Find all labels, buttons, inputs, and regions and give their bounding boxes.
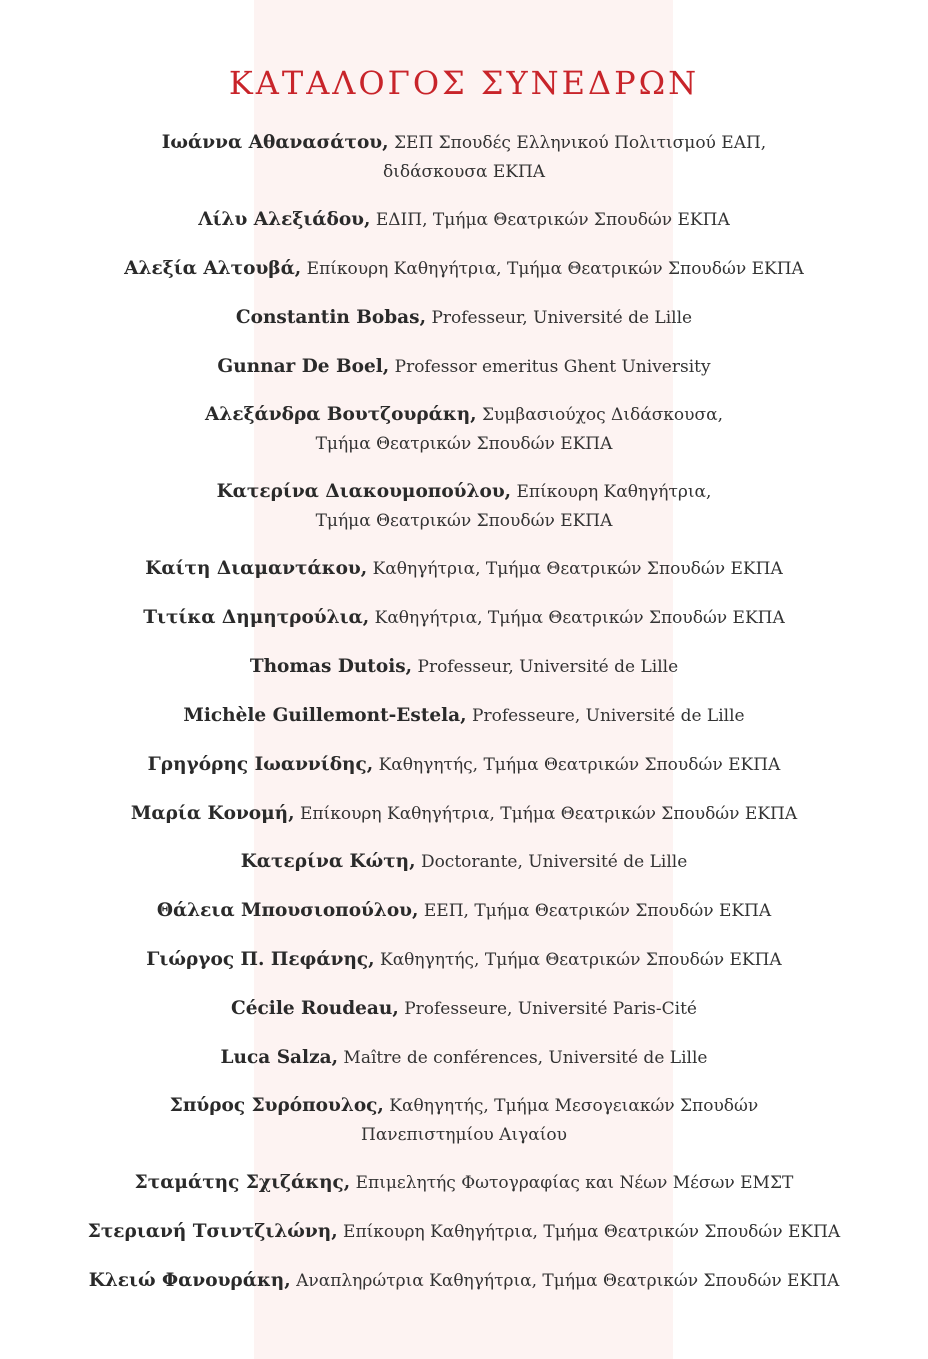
participant-name: Luca Salza, xyxy=(220,1047,339,1068)
participant-name: Gunnar De Boel, xyxy=(217,356,390,377)
participant-entry xyxy=(40,477,888,536)
participant-name: Θάλεια Μπουσιοπούλου, xyxy=(156,900,419,921)
participant-entry xyxy=(40,701,888,731)
participant-affiliation: Καθηγήτρια, Τμήμα Θεατρικών Σπουδών ΕΚΠΑ xyxy=(372,559,783,579)
participant-affiliation: Επίκουρη Καθηγήτρια, Τμήμα Θεατρικών Σπουδών ΕΚΠΑ xyxy=(306,259,804,279)
participant-name: Στεριανή Τσιντζιλώνη, xyxy=(87,1221,338,1242)
participant-entry xyxy=(40,847,888,877)
participant-name: Μαρία Κονομή, xyxy=(130,803,295,824)
participant-name: Γιώργος Π. Πεφάνης, xyxy=(146,949,375,970)
participant-entry xyxy=(40,799,888,829)
participant-name: Γρηγόρης Ιωαννίδης, xyxy=(147,754,374,775)
participant-affiliation: Καθηγήτρια, Τμήμα Θεατρικών Σπουδών ΕΚΠΑ xyxy=(374,608,785,628)
participant-affiliation: Professeure, Université de Lille xyxy=(472,706,745,726)
participant-name: Κλειώ Φανουράκη, xyxy=(88,1270,291,1291)
participant-entry xyxy=(40,896,888,926)
participant-affiliation-line2: Πανεπιστημίου Αιγαίου xyxy=(361,1125,567,1145)
participant-entry xyxy=(40,1168,888,1198)
participant-entry xyxy=(40,1043,888,1073)
participant-affiliation: Καθηγητής, Τμήμα Θεατρικών Σπουδών ΕΚΠΑ xyxy=(378,755,781,775)
participant-name: Καίτη Διαμαντάκου, xyxy=(145,558,368,579)
participant-affiliation: Professeur, Université de Lille xyxy=(417,657,679,677)
participant-affiliation: Αναπληρώτρια Καθηγήτρια, Τμήμα Θεατρικών Σπουδών ΕΚΠΑ xyxy=(296,1271,840,1291)
participant-affiliation-line2: Τμήμα Θεατρικών Σπουδών ΕΚΠΑ xyxy=(315,511,613,531)
participant-entry xyxy=(40,205,888,235)
participant-affiliation-line2: Τμήμα Θεατρικών Σπουδών ΕΚΠΑ xyxy=(315,434,613,454)
participant-name: Κατερίνα Διακουμοπούλου, xyxy=(216,481,512,502)
participant-affiliation: Doctorante, Université de Lille xyxy=(420,852,688,872)
participant-entry xyxy=(40,400,888,459)
participant-name: Τιτίκα Δημητρούλια, xyxy=(143,607,370,628)
participant-name: Thomas Dutois, xyxy=(249,656,413,677)
participant-affiliation: Συμβασιούχος Διδάσκουσα, xyxy=(482,405,723,425)
participant-name: Michèle Guillemont-Estela, xyxy=(183,705,467,726)
participant-affiliation: Επιμελητής Φωτογραφίας και Νέων Μέσων ΕΜΣΤ xyxy=(355,1173,794,1193)
participant-name: Ιωάννα Αθανασάτου, xyxy=(161,132,389,153)
participant-entry xyxy=(40,1091,888,1150)
participant-affiliation: Professeure, Université Paris-Cité xyxy=(404,999,697,1019)
participant-entry xyxy=(40,352,888,382)
participant-entry xyxy=(40,652,888,682)
participant-name: Αλεξία Αλτουβά, xyxy=(124,258,302,279)
participant-entry xyxy=(40,603,888,633)
participant-affiliation: Επίκουρη Καθηγήτρια, xyxy=(516,482,712,502)
participant-affiliation: Επίκουρη Καθηγήτρια, Τμήμα Θεατρικών Σπουδών ΕΚΠΑ xyxy=(299,804,798,824)
participant-entry xyxy=(40,1266,888,1296)
participant-entry xyxy=(40,254,888,284)
participant-affiliation: Καθηγητής, Τμήμα Μεσογειακών Σπουδών xyxy=(389,1096,759,1116)
participant-name: Σπύρος Συρόπουλος, xyxy=(169,1095,384,1116)
participant-entry xyxy=(40,994,888,1024)
participant-name: Σταμάτης Σχιζάκης, xyxy=(134,1172,351,1193)
page-title: ΚΑΤΑΛΟΓΟΣ ΣΥΝΕΔΡΩΝ xyxy=(228,64,700,102)
participant-affiliation: ΕΔΙΠ, Τμήμα Θεατρικών Σπουδών ΕΚΠΑ xyxy=(375,210,730,230)
participant-entry xyxy=(40,945,888,975)
participant-affiliation: Maître de conférences, Université de Lille xyxy=(343,1048,708,1068)
participant-entry xyxy=(40,303,888,333)
participant-entry xyxy=(40,128,888,187)
participant-entry xyxy=(40,554,888,584)
participant-name: Κατερίνα Κώτη, xyxy=(240,851,416,872)
participant-entry xyxy=(40,1217,888,1247)
participant-affiliation: ΕΕΠ, Τμήμα Θεατρικών Σπουδών ΕΚΠΑ xyxy=(423,901,772,921)
participant-entry xyxy=(40,750,888,780)
participant-affiliation: Επίκουρη Καθηγήτρια, Τμήμα Θεατρικών Σπουδών ΕΚΠΑ xyxy=(343,1222,841,1242)
participant-affiliation: Καθηγητής, Τμήμα Θεατρικών Σπουδών ΕΚΠΑ xyxy=(380,950,782,970)
participant-affiliation-line2: διδάσκουσα ΕΚΠΑ xyxy=(382,162,546,182)
participant-name: Cécile Roudeau, xyxy=(231,998,399,1019)
participant-affiliation: Professeur, Université de Lille xyxy=(431,308,693,328)
participant-affiliation: ΣΕΠ Σπουδές Ελληνικού Πολιτισμού ΕΑΠ, xyxy=(393,133,767,153)
participant-affiliation: Professor emeritus Ghent University xyxy=(394,357,711,377)
participant-name: Αλεξάνδρα Βουτζουράκη, xyxy=(205,404,477,425)
participant-name: Constantin Bobas, xyxy=(235,307,427,328)
participant-name: Λίλυ Αλεξιάδου, xyxy=(198,209,371,230)
